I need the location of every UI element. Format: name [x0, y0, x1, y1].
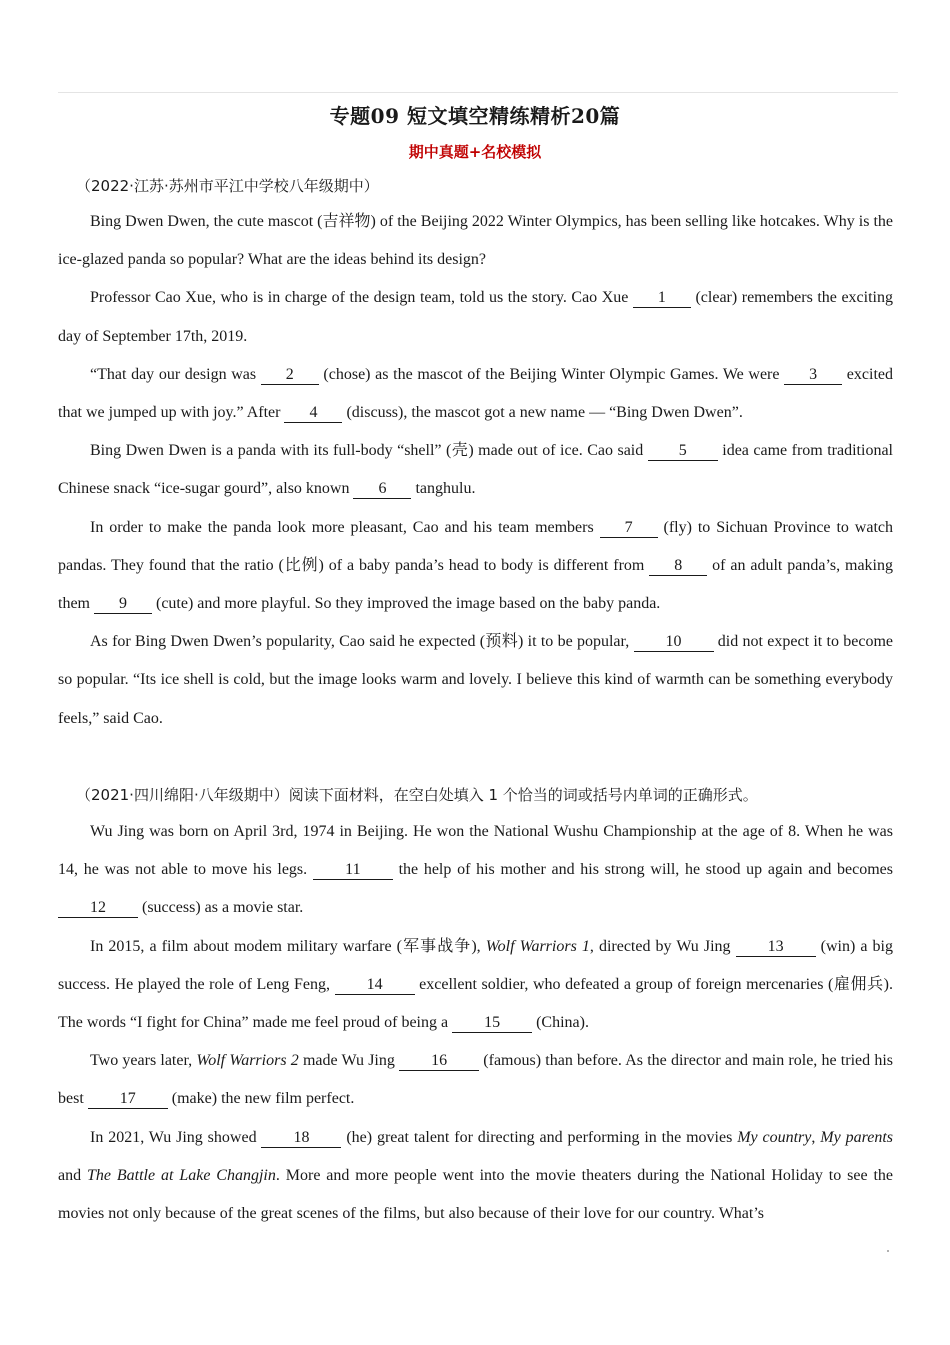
blank-5[interactable]: 5: [648, 442, 718, 461]
film-title: Wolf Warriors 1: [485, 937, 590, 955]
film-title: My parents: [820, 1128, 893, 1146]
blank-8[interactable]: 8: [649, 557, 707, 576]
passage1-source: （2022·江苏·苏州市平江中学校八年级期中）: [76, 177, 379, 195]
passage2-paragraph: Wu Jing was born on April 3rd, 1974 in Beijing. He won the National Wushu Championship at the age of 8. When he was 14, he was not able to move his legs. 11 the help of his mother and his strong will, he stood up again and becomes 12 (success) as a movie star.: [58, 823, 894, 917]
passage2-paragraph: Two years later, Wolf Warriors 2 made Wu Jing 16 (famous) than before. As the director and main role, he tried his best 17 (make) the new film perfect.: [58, 1052, 894, 1108]
film-title: Wolf Warriors 2: [196, 1052, 299, 1070]
page-title: 专题09 短文填空精练精析20篇: [329, 104, 621, 128]
page-subtitle: 期中真题+名校模拟: [408, 143, 542, 161]
passage1-body: [58, 203, 893, 738]
passage2-source: （2021·四川绵阳·八年级期中）阅读下面材料，在空白处填入 1 个恰当的词或括号内单词的正确形式。: [76, 786, 758, 804]
passage2-paragraph: In 2021, Wu Jing showed 18 (he) great talent for directing and performing in the movies My country, My parents and The Battle at Lake Changjin. More and more people went into the movie theaters during the National Holiday to see the movies not only because of the great scenes of the films, but also because of their love for our country. What’s: [58, 1128, 893, 1223]
passage1-paragraph: In order to make the panda look more pleasant, Cao and his team members 7 (fly) to Sichuan Province to watch pandas. They found that the ratio (比例) of a baby panda’s head to body is different from 8 of an adult panda’s, making them 9 (cute) and more playful. So they improved the image based on the baby panda.: [58, 518, 893, 613]
blank-18[interactable]: 18: [261, 1129, 341, 1148]
blank-11[interactable]: 11: [313, 861, 393, 880]
film-title: The Battle at Lake Changjin: [87, 1166, 276, 1184]
blank-17[interactable]: 17: [88, 1090, 168, 1109]
blank-10[interactable]: 10: [634, 633, 714, 652]
blank-1[interactable]: 1: [633, 289, 691, 308]
blank-12[interactable]: 12: [58, 899, 138, 918]
blank-15[interactable]: 15: [452, 1014, 532, 1033]
blank-2[interactable]: 2: [261, 366, 319, 385]
blank-13[interactable]: 13: [736, 938, 816, 957]
passage1-paragraph: As for Bing Dwen Dwen’s popularity, Cao said he expected (预料) it to be popular, 10 did not expect it to become so popular. “Its ice shell is cold, but the image looks warm and lovely. I believe this kind of warmth can be something everybody feels,” said Cao.: [58, 633, 893, 727]
passage1-paragraph: Professor Cao Xue, who is in charge of the design team, told us the story. Cao Xue 1 (clear) remembers the exciting day of September 17th, 2019.: [58, 289, 893, 345]
blank-7[interactable]: 7: [600, 519, 658, 538]
passage1-paragraph: “That day our design was 2 (chose) as the mascot of the Beijing Winter Olympic Games. We were 3 excited that we jumped up with joy.” After 4 (discuss), the mascot got a new name — “Bing Dwen Dwen”.: [58, 365, 893, 422]
header-rule: [58, 92, 898, 93]
passage2-paragraph: In 2015, a film about modem military warfare (军事战争), Wolf Warriors 1, directed by Wu Jing 13 (win) a big success. He played the role of Leng Feng, 14 excellent soldier, who defeated a group of foreign mercenaries (雇佣兵). The words “I fight for China” made me feel proud of being a 15 (China).: [58, 937, 894, 1032]
passage1-paragraph: Bing Dwen Dwen is a panda with its full-body “shell” (壳) made out of ice. Cao said 5 idea came from traditional Chinese snack “ice-sugar gourd”, also known 6 tanghulu.: [58, 442, 893, 498]
passage2-body: [58, 813, 893, 1233]
page-speck: [887, 1250, 889, 1252]
film-title: My country: [737, 1128, 812, 1146]
blank-9[interactable]: 9: [94, 595, 152, 614]
blank-3[interactable]: 3: [784, 366, 842, 385]
passage1-paragraph: Bing Dwen Dwen, the cute mascot (吉祥物) of the Beijing 2022 Winter Olympics, has been selling like hotcakes. Why is the ice-glazed panda so popular? What are the ideas behind its design?: [58, 213, 893, 269]
blank-6[interactable]: 6: [353, 480, 411, 499]
blank-4[interactable]: 4: [284, 404, 342, 423]
blank-16[interactable]: 16: [399, 1052, 479, 1071]
blank-14[interactable]: 14: [335, 976, 415, 995]
